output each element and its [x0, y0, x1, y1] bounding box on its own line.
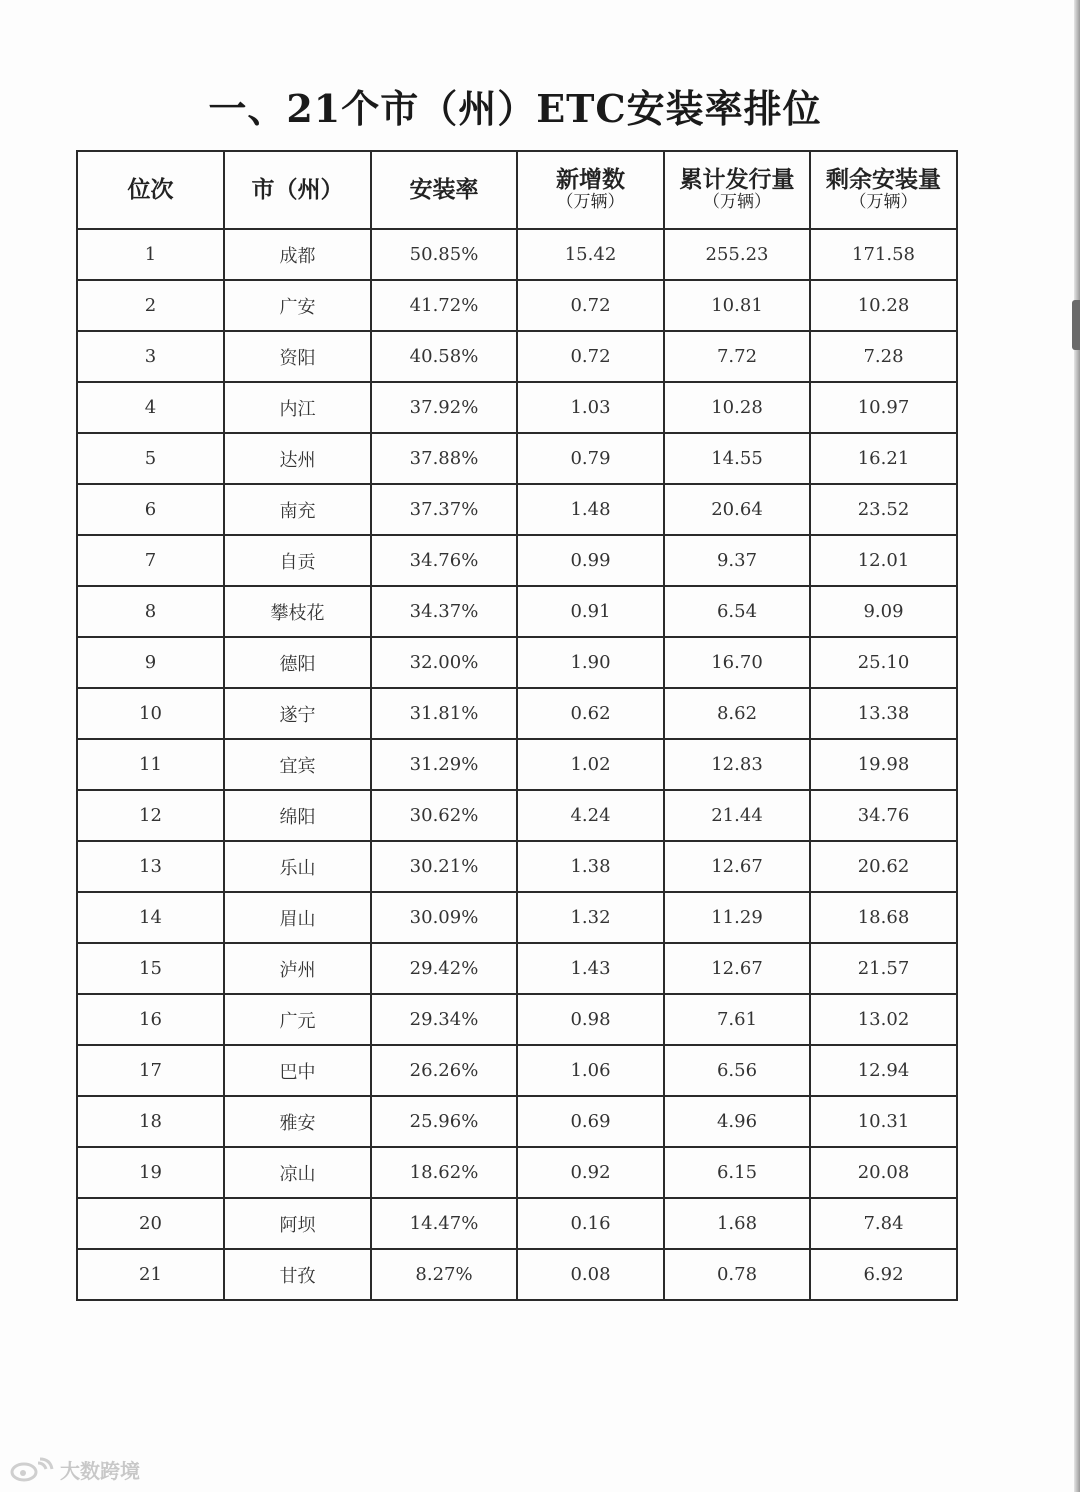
table-cell: 达州 — [224, 433, 371, 484]
table-cell: 171.58 — [810, 229, 957, 280]
table-cell: 7.84 — [810, 1198, 957, 1249]
table-cell: 34.76% — [371, 535, 517, 586]
table-cell: 7.28 — [810, 331, 957, 382]
table-cell: 34.37% — [371, 586, 517, 637]
column-header — [810, 151, 957, 229]
table-body — [77, 229, 957, 1300]
table-cell: 13.02 — [810, 994, 957, 1045]
table-cell: 34.76 — [810, 790, 957, 841]
column-header — [224, 151, 371, 229]
table-cell: 10.28 — [664, 382, 810, 433]
column-header-label: 位次 — [127, 176, 174, 203]
table-cell: 0.79 — [517, 433, 664, 484]
table-cell: 1.90 — [517, 637, 664, 688]
table-cell: 5 — [77, 433, 224, 484]
column-header — [371, 151, 517, 229]
table-cell: 8.27% — [371, 1249, 517, 1300]
table-cell: 绵阳 — [224, 790, 371, 841]
page-title: 一、21个市（州）ETC安装率排位 — [208, 86, 822, 131]
table-cell: 0.91 — [517, 586, 664, 637]
table-cell: 泸州 — [224, 943, 371, 994]
column-header — [517, 151, 664, 229]
table-cell: 2 — [77, 280, 224, 331]
table-cell: 1.06 — [517, 1045, 664, 1096]
table-cell: 0.69 — [517, 1096, 664, 1147]
table-cell: 攀枝花 — [224, 586, 371, 637]
table-cell: 41.72% — [371, 280, 517, 331]
table-row — [77, 790, 957, 841]
table-cell: 自贡 — [224, 535, 371, 586]
table-cell: 9 — [77, 637, 224, 688]
table-cell: 资阳 — [224, 331, 371, 382]
table-row — [77, 739, 957, 790]
table-cell: 15 — [77, 943, 224, 994]
table-cell: 26.26% — [371, 1045, 517, 1096]
table-cell: 6.54 — [664, 586, 810, 637]
table-cell: 37.92% — [371, 382, 517, 433]
table-cell: 12.83 — [664, 739, 810, 790]
table-cell: 30.62% — [371, 790, 517, 841]
table-cell: 10.81 — [664, 280, 810, 331]
column-header-label: 市（州） — [251, 176, 344, 203]
weibo-logo-icon — [10, 1457, 54, 1483]
scroll-handle[interactable] — [1072, 300, 1080, 350]
table-cell: 255.23 — [664, 229, 810, 280]
table-row — [77, 1249, 957, 1300]
table-cell: 3 — [77, 331, 224, 382]
table-row — [77, 994, 957, 1045]
table-row — [77, 1096, 957, 1147]
table-cell: 23.52 — [810, 484, 957, 535]
table-cell: 18 — [77, 1096, 224, 1147]
table-cell: 0.72 — [517, 280, 664, 331]
table-cell: 遂宁 — [224, 688, 371, 739]
table-cell: 10.31 — [810, 1096, 957, 1147]
table-row — [77, 280, 957, 331]
table-cell: 成都 — [224, 229, 371, 280]
table-cell: 1.38 — [517, 841, 664, 892]
table-cell: 15.42 — [517, 229, 664, 280]
watermark — [10, 1455, 140, 1484]
table-cell: 0.72 — [517, 331, 664, 382]
table-cell: 14.55 — [664, 433, 810, 484]
table-cell: 内江 — [224, 382, 371, 433]
table-cell: 13.38 — [810, 688, 957, 739]
table-cell: 12.01 — [810, 535, 957, 586]
table-cell: 0.92 — [517, 1147, 664, 1198]
table-cell: 30.21% — [371, 841, 517, 892]
table-row — [77, 484, 957, 535]
table-cell: 32.00% — [371, 637, 517, 688]
table-cell: 1 — [77, 229, 224, 280]
table-cell: 乐山 — [224, 841, 371, 892]
table-cell: 37.37% — [371, 484, 517, 535]
column-header-label: 新增数 — [556, 167, 625, 193]
table-cell: 10.97 — [810, 382, 957, 433]
table-cell: 37.88% — [371, 433, 517, 484]
table-header — [77, 151, 957, 229]
table-cell: 4 — [77, 382, 224, 433]
table-cell: 30.09% — [371, 892, 517, 943]
table-cell: 6 — [77, 484, 224, 535]
page-edge-shadow — [1074, 0, 1080, 1492]
table-row — [77, 1045, 957, 1096]
table-cell: 17 — [77, 1045, 224, 1096]
table-cell: 31.29% — [371, 739, 517, 790]
table-cell: 18.68 — [810, 892, 957, 943]
table-cell: 0.99 — [517, 535, 664, 586]
table-cell: 1.32 — [517, 892, 664, 943]
table-cell: 广元 — [224, 994, 371, 1045]
table-cell: 29.42% — [371, 943, 517, 994]
table-cell: 9.09 — [810, 586, 957, 637]
table-cell: 7 — [77, 535, 224, 586]
table-cell: 1.03 — [517, 382, 664, 433]
table-cell: 阿坝 — [224, 1198, 371, 1249]
header-row — [77, 151, 957, 229]
table-cell: 19.98 — [810, 739, 957, 790]
table-cell: 1.68 — [664, 1198, 810, 1249]
table-cell: 0.08 — [517, 1249, 664, 1300]
table-cell: 4.96 — [664, 1096, 810, 1147]
table-cell: 1.43 — [517, 943, 664, 994]
table-cell: 9.37 — [664, 535, 810, 586]
column-header-label: 安装率 — [409, 176, 479, 203]
watermark-text: 大数跨境 — [60, 1459, 140, 1483]
table-cell: 德阳 — [224, 637, 371, 688]
table-cell: 16 — [77, 994, 224, 1045]
column-header-unit: （万辆） — [556, 192, 625, 213]
table-cell: 雅安 — [224, 1096, 371, 1147]
table-cell: 14 — [77, 892, 224, 943]
table-cell: 11 — [77, 739, 224, 790]
table-row — [77, 229, 957, 280]
table-row — [77, 586, 957, 637]
table-cell: 7.61 — [664, 994, 810, 1045]
table-cell: 25.96% — [371, 1096, 517, 1147]
table-row — [77, 892, 957, 943]
table-cell: 31.81% — [371, 688, 517, 739]
table-row — [77, 688, 957, 739]
table-cell: 6.56 — [664, 1045, 810, 1096]
table-cell: 0.98 — [517, 994, 664, 1045]
table-cell: 12 — [77, 790, 224, 841]
table-cell: 20.62 — [810, 841, 957, 892]
table-cell: 21.57 — [810, 943, 957, 994]
table-row — [77, 943, 957, 994]
table-cell: 18.62% — [371, 1147, 517, 1198]
table-cell: 7.72 — [664, 331, 810, 382]
table-cell: 12.67 — [664, 841, 810, 892]
table-row — [77, 841, 957, 892]
table-row — [77, 331, 957, 382]
table-cell: 眉山 — [224, 892, 371, 943]
table-cell: 0.16 — [517, 1198, 664, 1249]
table-cell: 8 — [77, 586, 224, 637]
table-cell: 南充 — [224, 484, 371, 535]
table-cell: 6.15 — [664, 1147, 810, 1198]
column-header — [664, 151, 810, 229]
column-header-label: 剩余安装量 — [826, 167, 941, 193]
table-cell: 14.47% — [371, 1198, 517, 1249]
column-header-label: 累计发行量 — [679, 167, 795, 193]
table-row — [77, 382, 957, 433]
etc-ranking-table — [76, 150, 958, 1301]
table-cell: 10 — [77, 688, 224, 739]
table-cell: 16.21 — [810, 433, 957, 484]
table-cell: 甘孜 — [224, 1249, 371, 1300]
table-row — [77, 433, 957, 484]
table-cell: 25.10 — [810, 637, 957, 688]
table-cell: 宜宾 — [224, 739, 371, 790]
table-cell: 19 — [77, 1147, 224, 1198]
table-cell: 21 — [77, 1249, 224, 1300]
table-cell: 1.02 — [517, 739, 664, 790]
table-cell: 20 — [77, 1198, 224, 1249]
table-cell: 巴中 — [224, 1045, 371, 1096]
table-cell: 10.28 — [810, 280, 957, 331]
table-cell: 4.24 — [517, 790, 664, 841]
table-row — [77, 535, 957, 586]
table-cell: 12.94 — [810, 1045, 957, 1096]
table-cell: 11.29 — [664, 892, 810, 943]
table-cell: 50.85% — [371, 229, 517, 280]
table-row — [77, 1198, 957, 1249]
table-cell: 8.62 — [664, 688, 810, 739]
table-cell: 1.48 — [517, 484, 664, 535]
table-cell: 21.44 — [664, 790, 810, 841]
table-cell: 广安 — [224, 280, 371, 331]
table-cell: 16.70 — [664, 637, 810, 688]
table-row — [77, 1147, 957, 1198]
column-header-unit: （万辆） — [849, 192, 918, 213]
table-cell: 凉山 — [224, 1147, 371, 1198]
table-cell: 40.58% — [371, 331, 517, 382]
table-cell: 20.08 — [810, 1147, 957, 1198]
column-header-unit: （万辆） — [703, 192, 771, 213]
table-cell: 0.62 — [517, 688, 664, 739]
table-cell: 29.34% — [371, 994, 517, 1045]
table-cell: 6.92 — [810, 1249, 957, 1300]
table-cell: 20.64 — [664, 484, 810, 535]
table-cell: 13 — [77, 841, 224, 892]
table-cell: 12.67 — [664, 943, 810, 994]
table-cell: 0.78 — [664, 1249, 810, 1300]
table-row — [77, 637, 957, 688]
column-header — [77, 151, 224, 229]
